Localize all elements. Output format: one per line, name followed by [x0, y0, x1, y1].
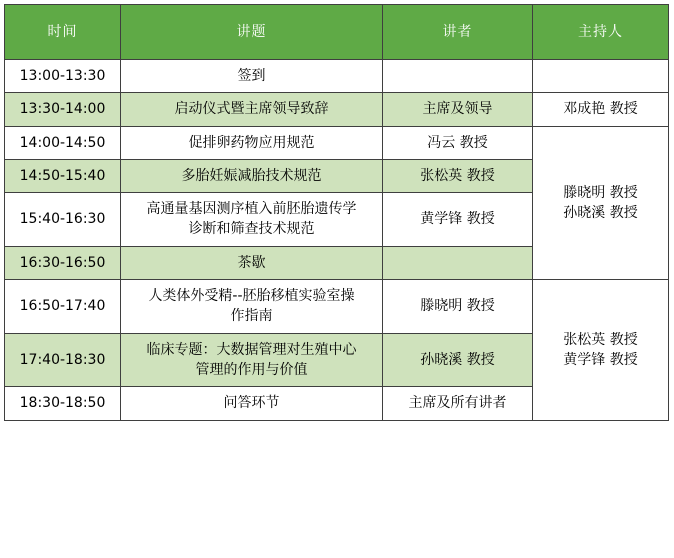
table-row	[5, 280, 669, 334]
cell-topic	[121, 280, 383, 334]
topic-line-2: 管理的作用与价值	[195, 361, 308, 378]
cell-chair-group-3	[533, 280, 669, 420]
cell-time: 15:40-16:30	[5, 193, 121, 247]
cell-speaker	[383, 60, 533, 93]
cell-time: 16:50-17:40	[5, 280, 121, 334]
cell-topic: 启动仪式暨主席领导致辞	[121, 93, 383, 126]
cell-topic: 促排卵药物应用规范	[121, 126, 383, 159]
agenda-table	[4, 4, 669, 421]
topic-line-1: 高通量基因测序植入前胚胎遗传学	[146, 201, 357, 218]
cell-topic	[121, 193, 383, 247]
chair-name-1: 张松英 教授	[563, 331, 638, 348]
cell-chair: 邓成艳 教授	[533, 93, 669, 126]
cell-speaker: 冯云 教授	[383, 126, 533, 159]
table-row	[5, 126, 669, 159]
header-topic: 讲题	[121, 5, 383, 60]
table-row	[5, 93, 669, 126]
cell-time: 17:40-18:30	[5, 333, 121, 387]
cell-topic: 多胎妊娠减胎技术规范	[121, 159, 383, 192]
cell-topic: 问答环节	[121, 387, 383, 420]
table-row	[5, 60, 669, 93]
topic-line-1: 人类体外受精--胚胎移植实验室操	[148, 288, 355, 305]
topic-line-1: 临床专题：大数据管理对生殖中心	[146, 341, 357, 358]
cell-speaker: 滕晓明 教授	[383, 280, 533, 334]
table-body	[5, 60, 669, 421]
chair-name-2: 黄学锋 教授	[563, 351, 638, 368]
cell-chair-group-2	[533, 126, 669, 279]
cell-speaker: 张松英 教授	[383, 159, 533, 192]
cell-speaker: 黄学锋 教授	[383, 193, 533, 247]
topic-line-2: 作指南	[230, 308, 273, 325]
cell-speaker	[383, 246, 533, 279]
cell-time: 14:50-15:40	[5, 159, 121, 192]
table-header	[5, 5, 669, 60]
cell-time: 13:00-13:30	[5, 60, 121, 93]
header-time: 时间	[5, 5, 121, 60]
cell-topic: 茶歇	[121, 246, 383, 279]
cell-time: 14:00-14:50	[5, 126, 121, 159]
cell-speaker: 主席及领导	[383, 93, 533, 126]
cell-topic	[121, 333, 383, 387]
header-chair: 主持人	[533, 5, 669, 60]
cell-topic: 签到	[121, 60, 383, 93]
cell-chair	[533, 60, 669, 93]
cell-time: 13:30-14:00	[5, 93, 121, 126]
cell-speaker: 主席及所有讲者	[383, 387, 533, 420]
cell-speaker: 孙晓溪 教授	[383, 333, 533, 387]
cell-time: 16:30-16:50	[5, 246, 121, 279]
cell-time: 18:30-18:50	[5, 387, 121, 420]
chair-name-1: 滕晓明 教授	[563, 184, 638, 201]
header-speaker: 讲者	[383, 5, 533, 60]
topic-line-2: 诊断和筛查技术规范	[188, 221, 315, 238]
header-row	[5, 5, 669, 60]
chair-name-2: 孙晓溪 教授	[563, 204, 638, 221]
